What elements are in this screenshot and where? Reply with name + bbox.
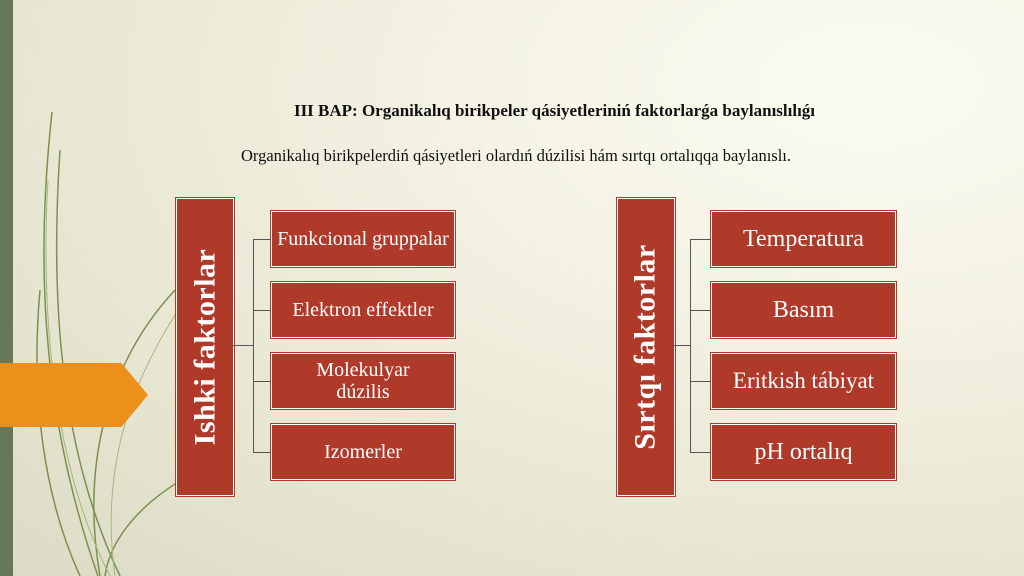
factor-box: [271, 424, 455, 480]
orange-arrow-shape: [0, 363, 148, 427]
factor-box: [271, 211, 455, 267]
slide-subtitle: Organikalıq birikpelerdiń qásiyetleri olardıń dúzilisi hám sırtqı ortalıqqa baylanıslı.: [240, 146, 792, 165]
connector-line: [253, 239, 270, 240]
factor-label: Elektron effektler: [292, 299, 434, 321]
group-head-external: [617, 198, 675, 496]
connector-line: [232, 345, 253, 346]
factor-box: [271, 353, 455, 409]
connector-line: [673, 345, 690, 346]
connector-line: [690, 452, 710, 453]
factor-label: Molekulyar dúzilis: [316, 359, 410, 403]
factor-label: pH ortalıq: [754, 438, 853, 465]
factor-box: [711, 282, 896, 338]
factor-box: [711, 211, 896, 267]
connector-line: [253, 452, 270, 453]
group-label-internal: Ishki faktorlar: [188, 248, 221, 446]
factor-label: Eritkish tábiyat: [732, 368, 875, 394]
group-label-external: Sırtqı faktorlar: [629, 244, 663, 450]
connector-line: [690, 310, 710, 311]
connector-line: [253, 239, 254, 452]
connector-line: [690, 239, 710, 240]
factor-box: [711, 424, 896, 480]
factor-box: [271, 282, 455, 338]
group-head-internal: [176, 198, 234, 496]
connector-line: [690, 239, 691, 452]
factor-label: Basım: [772, 296, 835, 323]
slide-title: III BAP: Organikalıq birikpeler qásiyetleriniń faktorlarǵa baylanıslılıǵı: [293, 101, 816, 120]
factor-box: [711, 353, 896, 409]
connector-line: [690, 381, 710, 382]
connector-line: [253, 381, 270, 382]
factor-label: Funkcional gruppalar: [277, 228, 449, 250]
connector-line: [253, 310, 270, 311]
factor-label: Izomerler: [324, 441, 402, 463]
factor-label: Temperatura: [743, 225, 864, 252]
